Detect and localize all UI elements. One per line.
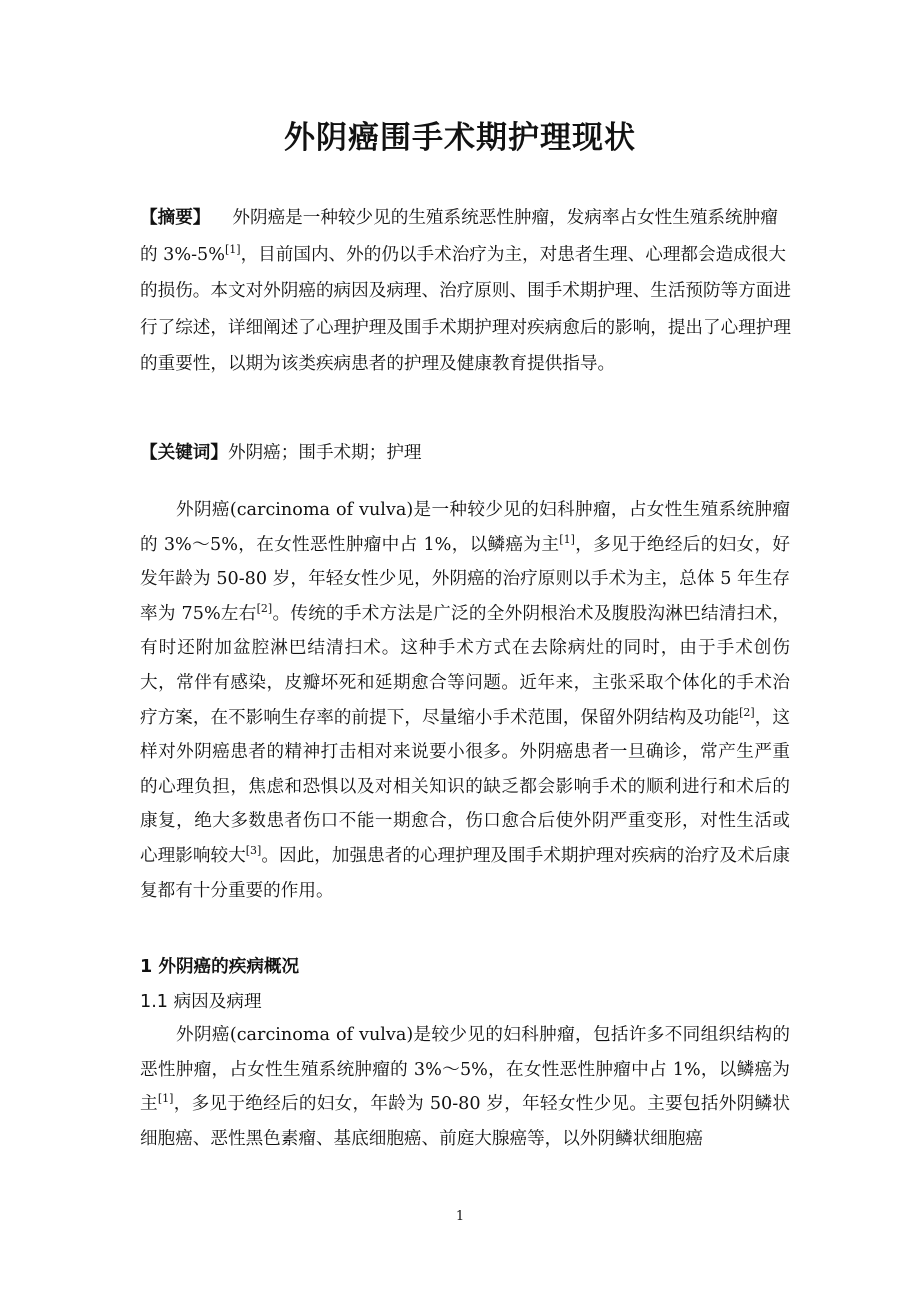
keywords-line [140,438,792,468]
citation-ref: [2] [256,601,273,615]
section-text-1: 外阴癌(carcinoma of vulva)是较少见的妇科肿瘤，包括许多不同组织结构的恶性肿瘤，占女性生殖系统肿瘤的 3%～5%，在女性恶性肿瘤中占 1%，以鳞癌为主 [140,1025,790,1115]
abstract-paragraph [140,200,792,383]
section-paragraph [140,1018,790,1156]
page-number: 1 [455,1209,465,1224]
citation-ref: [1] [224,242,241,256]
citation-ref: [1] [559,532,575,546]
intro-text-4: ，这样对外阴癌患者的精神打击相对来说要小很多。外阴癌患者一旦确诊，常产生严重的心理负担，焦虑和恐惧以及对相关知识的缺乏都会影响手术的顺利进行和术后的康复，绝大多数患者伤口不能一期愈合，伤口愈合后使外阴严重变形，对性生活或心理影响较大 [140,707,790,866]
keywords-text: 外阴癌；围手术期；护理 [227,443,422,463]
citation-ref: [3] [245,844,262,858]
document-title: 外阴癌围手术期护理现状 [284,120,636,156]
intro-text-5: 。因此，加强患者的心理护理及围手术期护理对疾病的治疗及术后康复都有十分重要的作用。 [140,845,790,901]
keywords-label: 【关键词】 [140,443,228,463]
intro-paragraph [140,493,790,908]
citation-ref: [2] [739,705,755,719]
section-heading: 1 外阴癌的疾病概况 [140,957,300,977]
abstract-text-cont: ，目前国内、外的仍以手术治疗为主，对患者生理、心理都会造成很大的损伤。本文对外阴癌的病因及病理、治疗原则、围手术期护理、生活预防等方面进行了综述，详细阐述了心理护理及围手术期护理对疾病愈后的影响，提出了心理护理的重要性，以期为该类疾病患者的护理及健康教育提供指导。 [140,244,791,374]
abstract-text: 外阴癌是一种较少见的生殖系统恶性肿瘤，发病率占女性生殖系统肿瘤的 3%-5% [140,208,778,265]
section-text-2: ，多见于绝经后的妇女，年龄为 50-80 岁，年轻女性少见。主要包括外阴鳞状细胞癌、恶性黑色素瘤、基底细胞癌、前庭大腺癌等，以外阴鳞状细胞癌 [140,1094,790,1149]
citation-ref: [1] [157,1092,174,1106]
intro-text-1: 外阴癌(carcinoma of vulva)是一种较少见的妇科肿瘤，占女性生殖系统肿瘤的 3%～5%，在女性恶性肿瘤中占 1%，以鳞癌为主 [140,500,790,555]
subsection-heading: 1.1 病因及病理 [140,992,262,1012]
intro-text-2: ，多见于绝经后的妇女，好发年龄为 50-80 岁，年轻女性少见，外阴癌的治疗原则以手术为主，总体 5 年生存率为 75%左右 [140,534,790,624]
intro-text-3: 。传统的手术方法是广泛的全外阴根治术及腹股沟淋巴结清扫术，有时还附加盆腔淋巴结清扫术。这种手术方式在去除病灶的同时，由于手术创伤大，常伴有感染，皮瓣坏死和延期愈合等问题。近年来，主张采取个体化的手术治疗方案，在不影响生存率的前提下，尽量缩小手术范围，保留外阴结构及功能 [140,603,790,728]
abstract-label: 【摘要】 [140,208,211,228]
